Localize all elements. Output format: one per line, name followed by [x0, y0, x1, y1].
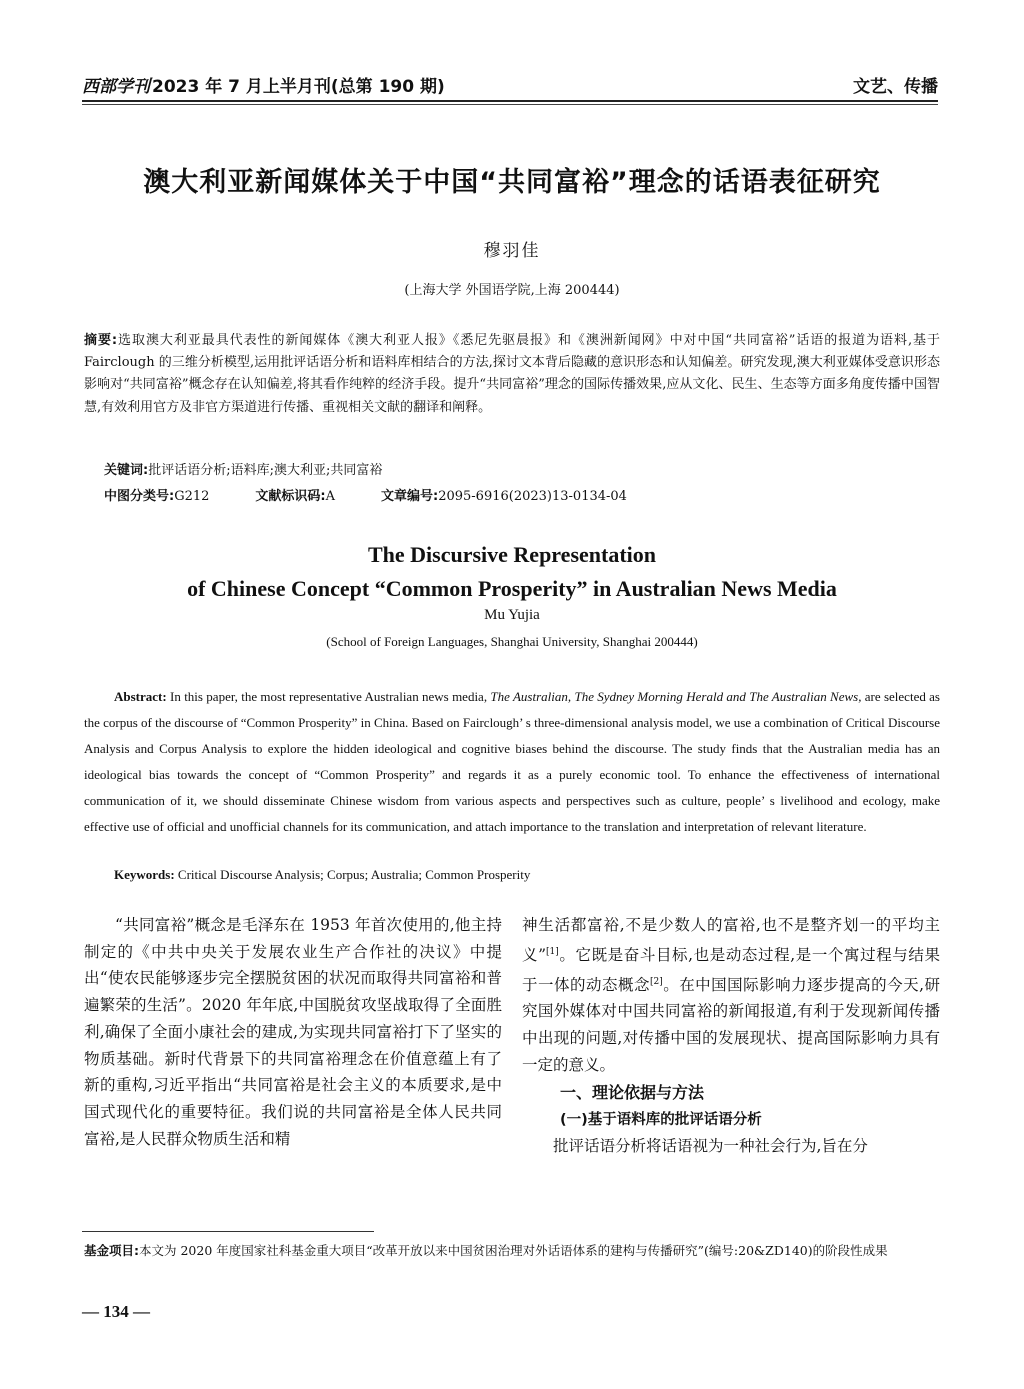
abstract-en-italic: The Australian, The Sydney Morning Herald and The Australian News,	[490, 689, 862, 704]
keywords-en-label: Keywords:	[114, 867, 175, 882]
citation: [1]	[546, 946, 559, 957]
clc-label: 中图分类号:	[104, 489, 175, 504]
author-zh: 穆羽佳	[483, 241, 541, 261]
subsection-heading: (一)基于语料库的批评话语分析	[560, 1111, 762, 1128]
body-text: 。它既是奋斗目标,也是动态过程,是一个寓过程与结果于一体的动态概念	[522, 945, 940, 994]
affiliation-zh: (上海大学 外国语学院,上海 200444)	[404, 283, 620, 298]
article-title-zh: 澳大利亚新闻媒体关于中国“共同富裕”理念的话语表征研究	[143, 167, 881, 198]
abstract-zh	[84, 330, 940, 419]
classification-meta	[104, 485, 627, 504]
body-paragraph: 批评话语分析将话语视为一种社会行为,旨在分	[553, 1136, 868, 1155]
title-en-line1: The Discursive Representation	[367, 542, 657, 567]
keywords-zh-label: 关键词:	[104, 463, 149, 478]
section-label: 文艺、传播	[853, 77, 938, 97]
header-rule-thin	[82, 104, 938, 105]
keywords-zh-text: 批评话语分析;语料库;澳大利亚;共同富裕	[148, 463, 383, 478]
page-number: — 134 —	[82, 1302, 150, 1321]
issue-info: 2023 年 7 月上半月刊(总第 190 期)	[152, 77, 445, 97]
keywords-zh	[104, 459, 382, 478]
title-en-line2: of Chinese Concept “Common Prosperity” in Australian News Media	[187, 576, 837, 601]
author-en: Mu Yujia	[484, 607, 540, 623]
clc-value: G212	[174, 489, 210, 504]
doc-code-label: 文献标识码:	[255, 489, 326, 504]
body-paragraph-continued	[522, 912, 940, 1079]
header-rule	[82, 100, 938, 102]
affiliation-en: (School of Foreign Languages, Shanghai University, Shanghai 200444)	[326, 634, 698, 649]
abstract-zh-label: 摘要:	[84, 333, 118, 348]
abstract-en-label: Abstract:	[114, 689, 167, 704]
body-text: 。在中国国际影响力逐步提高的今天,研究国外媒体对中国共同富裕的新闻报道,有利于发现新闻传播中出现的问题,对传播中国的发展现状、提高国际影响力具有一定的意义。	[522, 975, 940, 1074]
doc-code-value: A	[325, 489, 335, 504]
body-text: 神生活都富裕,不是少数人的富裕,也不是整齐划一的平均主义”	[522, 916, 940, 964]
body-column-right	[522, 912, 940, 1159]
footnote-label: 基金项目:	[84, 1243, 139, 1258]
article-number-label: 文章编号:	[381, 489, 439, 504]
article-title-en	[0, 538, 1024, 606]
body-paragraph: “共同富裕”概念是毛泽东在 1953 年首次使用的,他主持制定的《中共中央关于发展农业生产合作社的决议》中提出“使农民能够逐步完全摆脱贫困的状况而取得共同富裕和普遍繁荣的生活”。2020 年年底,中国脱贫攻坚战取得了全面胜利,确保了全面小康社会的建成,为实现共同富裕打下了坚实的物质基础。新时代背景下的共同富裕理念在价值意蕴上有了新的重构,习近平指出“共同富裕是社会主义的本质要求,是中国式现代化的重要特征。我们说的共同富裕是全体人民共同富裕,是人民群众物质生活和精	[84, 916, 502, 1148]
keywords-en-text: Critical Discourse Analysis; Corpus; Australia; Common Prosperity	[174, 867, 531, 882]
body-column-left	[84, 912, 502, 1152]
keywords-en	[114, 867, 530, 883]
journal-logo: 西部学刊	[82, 77, 150, 97]
abstract-en-text-a: In this paper, the most representative Australian news media,	[166, 689, 491, 704]
abstract-en-text-b: are selected as the corpus of the discourse of “Common Prosperity” in China. Based on Fairclough’ s three-dimensional analysis model, we use a combination of Critical Discourse Analysis and Corpus Analysis to explore the hidden ideological and cognitive biases behind the discourse. The study finds that the Australian media has an ideological bias towards the concept of “Common Prosperity” and regards it as a purely economic tool. To enhance the effectiveness of international communication of it, we should disseminate Chinese wisdom from various aspects and perspectives such as culture, people’ s livelihood and ecology, make effective use of official and unofficial channels for its communication, and attach importance to the translation and interpretation of relevant literature.	[84, 689, 940, 834]
article-number-value: 2095-6916(2023)13-0134-04	[438, 489, 627, 504]
footnote	[84, 1240, 940, 1262]
section-heading: 一、理论依据与方法	[560, 1082, 705, 1102]
abstract-en	[84, 684, 940, 840]
footnote-rule	[82, 1231, 374, 1232]
abstract-zh-text: 选取澳大利亚最具代表性的新闻媒体《澳大利亚人报》《悉尼先驱晨报》和《澳洲新闻网》中对中国“共同富裕”话语的报道为语料,基于 Fairclough 的三维分析模型,运用批评话语分析和语料库相结合的方法,探讨文本背后隐藏的意识形态和认知偏差。研究发现,澳大利亚媒体受意识形态影响对“共同富裕”概念存在认知偏差,将其看作纯粹的经济手段。提升“共同富裕”理念的国际传播效果,应从文化、民生、生态等方面多角度传播中国智慧,有效利用官方及非官方渠道进行传播、重视相关文献的翻译和阐释。	[84, 333, 940, 415]
footnote-text: 本文为 2020 年度国家社科基金重大项目“改革开放以来中国贫困治理对外话语体系的建构与传播研究”(编号:20&ZD140)的阶段性成果	[139, 1243, 888, 1258]
citation: [2]	[649, 976, 663, 987]
journal-header	[82, 72, 445, 97]
